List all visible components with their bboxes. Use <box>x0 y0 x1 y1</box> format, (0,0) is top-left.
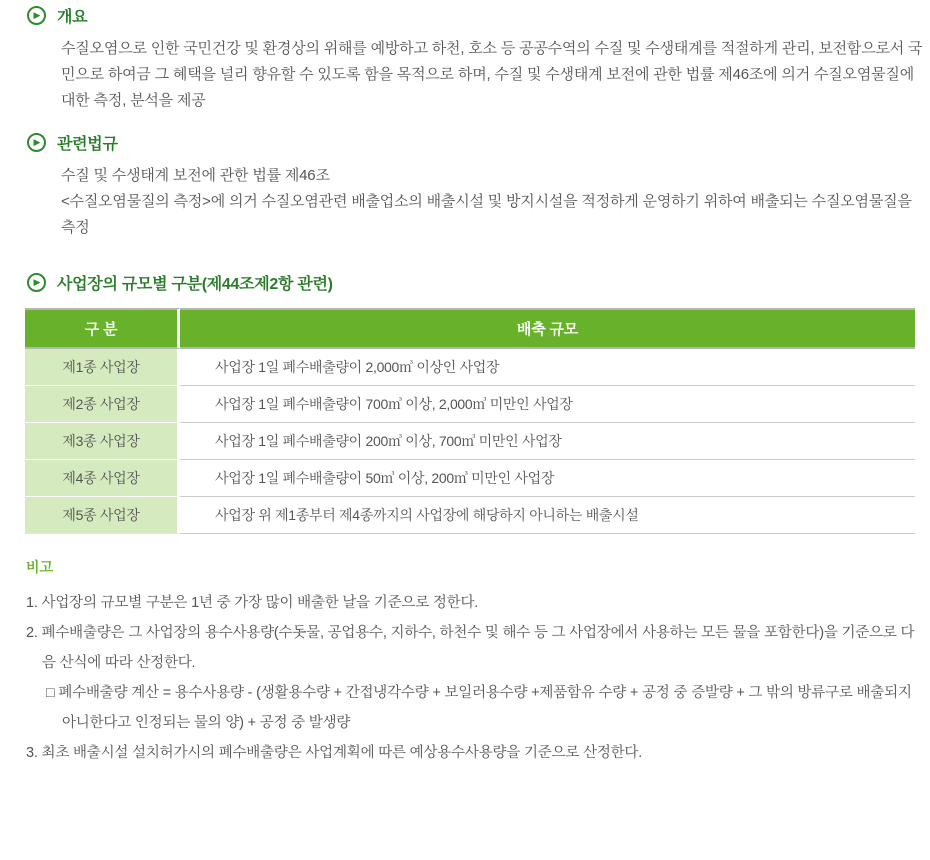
section-title: 개요 <box>57 9 88 26</box>
table-header-row <box>25 308 915 349</box>
row-description: 사업장 위 제1종부터 제4종까지의 사업장에 해당하지 아니하는 배출시설 <box>180 497 915 534</box>
classification-table-wrapper <box>25 308 930 534</box>
notes-section <box>26 557 916 768</box>
table-row <box>25 423 915 460</box>
overview-paragraph: 수질오염으로 인한 국민건강 및 환경상의 위해를 예방하고 하천, 호소 등 공공수역의 수질 및 수생태계를 적절하게 관리, 보전함으로서 국민으로 하여금 그 혜택을 널리 향유할 수 있도록 함을 목적으로 하며, 수질 및 수생태계 보전에 관한 법률 제46조에 의거 수질오염물질에 대한 측정, 분석을 제공 <box>61 40 923 109</box>
row-label: 제2종 사업장 <box>25 386 180 423</box>
section-regulations-header <box>27 131 930 154</box>
regulations-line1: 수질 및 수생태계 보전에 관한 법률 제46조 <box>61 167 330 184</box>
row-description: 사업장 1일 폐수배출량이 50㎥ 이상, 200㎥ 미만인 사업장 <box>180 460 915 497</box>
section-title: 사업장의 규모별 구분(제44조제2항 관련) <box>57 276 333 293</box>
row-description: 사업장 1일 폐수배출량이 200㎥ 이상, 700㎥ 미만인 사업장 <box>180 423 915 460</box>
note-item-1: 1. 사업장의 규모별 구분은 1년 중 가장 많이 배출한 날을 기준으로 정한다. <box>26 595 479 611</box>
section-classification-header <box>27 271 930 294</box>
section-regulations-body <box>61 163 923 241</box>
play-arrow-bullet-icon: ▶ <box>27 133 46 152</box>
section-overview-header <box>27 4 930 27</box>
classification-table <box>25 308 915 534</box>
row-label: 제4종 사업장 <box>25 460 180 497</box>
row-label: 제5종 사업장 <box>25 497 180 534</box>
table-header-discharge-scale: 배축 규모 <box>180 308 915 349</box>
section-classification <box>0 271 930 294</box>
table-row <box>25 349 915 386</box>
row-description: 사업장 1일 폐수배출량이 700㎥ 이상, 2,000㎥ 미만인 사업장 <box>180 386 915 423</box>
note-formula: □ 폐수배출량 계산 = 용수사용량 - (생활용수량 + 간접냉각수량 + 보일러용수량 +제품함유 수량 + 공정 중 증발량 + 그 밖의 방류구로 배출되지 아니한다고 인정되는 물의 양) + 공정 중 발생량 <box>46 685 912 731</box>
row-label: 제3종 사업장 <box>25 423 180 460</box>
table-row <box>25 460 915 497</box>
section-regulations <box>0 131 930 241</box>
section-overview-body <box>61 36 923 114</box>
play-arrow-bullet-icon: ▶ <box>27 6 46 25</box>
table-row <box>25 386 915 423</box>
row-description: 사업장 1일 폐수배출량이 2,000㎥ 이상인 사업장 <box>180 349 915 386</box>
table-row <box>25 497 915 534</box>
table-header-category: 구 분 <box>25 308 180 349</box>
notes-list <box>26 588 916 768</box>
section-overview <box>0 0 930 114</box>
play-arrow-bullet-icon: ▶ <box>27 273 46 292</box>
note-item-2: 2. 폐수배출량은 그 사업장의 용수사용량(수돗물, 공업용수, 지하수, 하천수 및 해수 등 그 사업장에서 사용하는 모든 물을 포함한다)을 기준으로 다음 산식에 따라 산정한다. <box>26 625 915 671</box>
regulations-line2: <수질오염물질의 측정>에 의거 수질오염관련 배출업소의 배출시설 및 방지시설을 적정하게 운영하기 위하여 배출되는 수질오염물질을 측정 <box>61 193 912 236</box>
note-item-3: 3. 최초 배출시설 설치허가시의 폐수배출량은 사업계획에 따른 예상용수사용량을 기준으로 산정한다. <box>26 745 643 761</box>
section-title: 관련법규 <box>57 136 118 153</box>
row-label: 제1종 사업장 <box>25 349 180 386</box>
notes-title: 비고 <box>26 559 54 575</box>
